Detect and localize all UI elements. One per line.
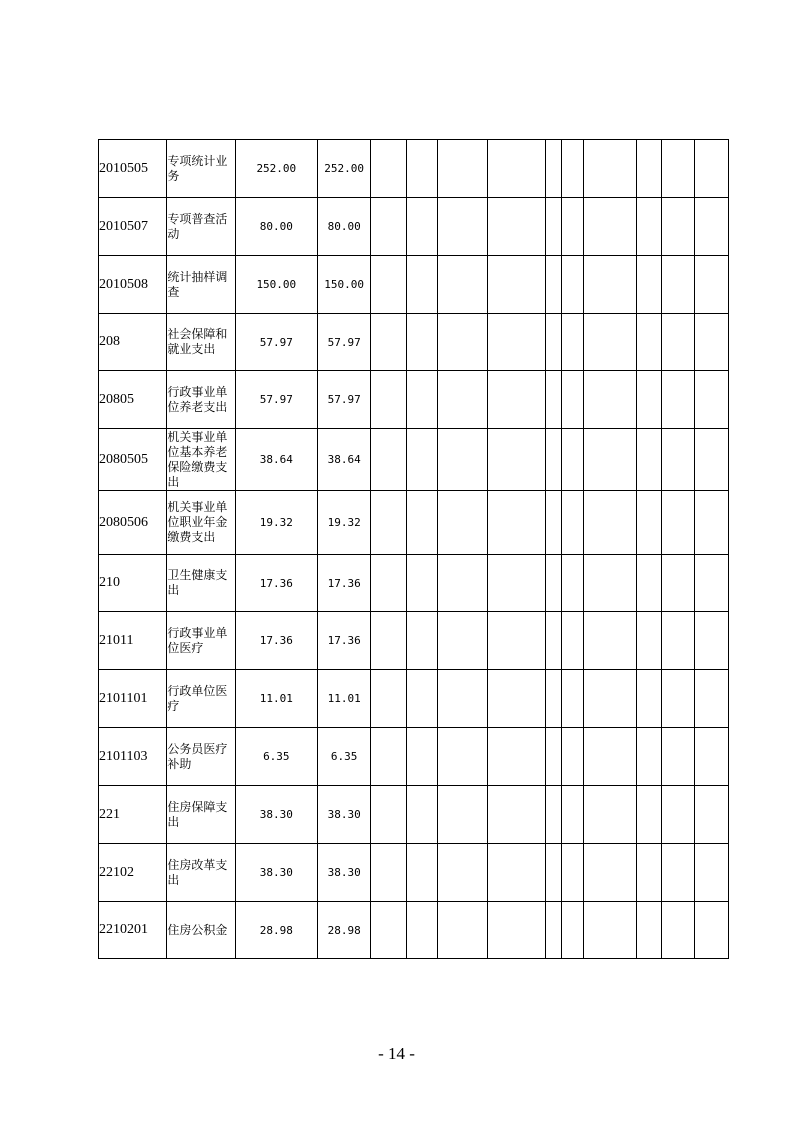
empty-cell [437, 844, 487, 902]
total-amount-cell: 17.36 [235, 612, 317, 670]
empty-cell [546, 140, 562, 198]
empty-cell [437, 491, 487, 555]
budget-table [98, 139, 729, 959]
empty-cell [371, 555, 407, 612]
table-row [99, 198, 729, 256]
empty-cell [407, 612, 437, 670]
basic-amount-cell: 57.97 [318, 371, 371, 429]
empty-cell [437, 902, 487, 959]
empty-cell [584, 612, 637, 670]
empty-cell [562, 728, 584, 786]
empty-cell [562, 786, 584, 844]
empty-cell [584, 555, 637, 612]
empty-cell [487, 728, 545, 786]
empty-cell [487, 786, 545, 844]
empty-cell [694, 844, 728, 902]
empty-cell [487, 314, 545, 371]
empty-cell [546, 612, 562, 670]
table-row [99, 902, 729, 959]
total-amount-cell: 6.35 [235, 728, 317, 786]
empty-cell [637, 902, 661, 959]
total-amount-cell: 11.01 [235, 670, 317, 728]
empty-cell [661, 670, 694, 728]
subject-name-cell: 行政事业单位医疗 [167, 612, 235, 670]
subject-name-cell: 机关事业单位职业年金缴费支出 [167, 491, 235, 555]
empty-cell [437, 555, 487, 612]
subject-code-cell: 208 [99, 314, 167, 371]
subject-name-cell: 社会保障和就业支出 [167, 314, 235, 371]
empty-cell [546, 670, 562, 728]
empty-cell [546, 429, 562, 491]
subject-name-cell: 住房改革支出 [167, 844, 235, 902]
empty-cell [546, 728, 562, 786]
total-amount-cell: 38.64 [235, 429, 317, 491]
basic-amount-cell: 38.64 [318, 429, 371, 491]
empty-cell [562, 371, 584, 429]
subject-code-cell: 2080506 [99, 491, 167, 555]
subject-code-cell: 22102 [99, 844, 167, 902]
empty-cell [661, 728, 694, 786]
empty-cell [562, 670, 584, 728]
subject-name-cell: 住房公积金 [167, 902, 235, 959]
empty-cell [562, 844, 584, 902]
empty-cell [661, 786, 694, 844]
empty-cell [371, 314, 407, 371]
total-amount-cell: 57.97 [235, 371, 317, 429]
empty-cell [562, 198, 584, 256]
empty-cell [487, 612, 545, 670]
empty-cell [487, 140, 545, 198]
empty-cell [371, 844, 407, 902]
subject-code-cell: 21011 [99, 612, 167, 670]
empty-cell [694, 555, 728, 612]
empty-cell [661, 491, 694, 555]
empty-cell [694, 670, 728, 728]
empty-cell [546, 491, 562, 555]
empty-cell [584, 314, 637, 371]
total-amount-cell: 57.97 [235, 314, 317, 371]
empty-cell [637, 612, 661, 670]
empty-cell [546, 786, 562, 844]
empty-cell [584, 429, 637, 491]
empty-cell [562, 902, 584, 959]
empty-cell [407, 670, 437, 728]
empty-cell [694, 314, 728, 371]
empty-cell [371, 371, 407, 429]
empty-cell [371, 256, 407, 314]
table-row [99, 786, 729, 844]
empty-cell [584, 902, 637, 959]
table-row [99, 256, 729, 314]
empty-cell [546, 314, 562, 371]
empty-cell [694, 198, 728, 256]
page-number: - 14 - [378, 1044, 415, 1063]
empty-cell [437, 198, 487, 256]
empty-cell [562, 555, 584, 612]
empty-cell [407, 371, 437, 429]
empty-cell [546, 902, 562, 959]
empty-cell [694, 491, 728, 555]
empty-cell [407, 314, 437, 371]
empty-cell [584, 491, 637, 555]
subject-name-cell: 公务员医疗补助 [167, 728, 235, 786]
subject-code-cell: 2080505 [99, 429, 167, 491]
table-row [99, 555, 729, 612]
empty-cell [407, 198, 437, 256]
subject-name-cell: 行政事业单位养老支出 [167, 371, 235, 429]
empty-cell [371, 902, 407, 959]
empty-cell [637, 314, 661, 371]
subject-name-cell: 专项普查活动 [167, 198, 235, 256]
empty-cell [437, 371, 487, 429]
subject-code-cell: 2010505 [99, 140, 167, 198]
empty-cell [637, 491, 661, 555]
subject-code-cell: 2210201 [99, 902, 167, 959]
empty-cell [694, 429, 728, 491]
basic-amount-cell: 252.00 [318, 140, 371, 198]
table-row [99, 371, 729, 429]
empty-cell [437, 670, 487, 728]
empty-cell [371, 429, 407, 491]
empty-cell [584, 728, 637, 786]
empty-cell [694, 371, 728, 429]
total-amount-cell: 28.98 [235, 902, 317, 959]
empty-cell [661, 902, 694, 959]
empty-cell [407, 491, 437, 555]
subject-name-cell: 卫生健康支出 [167, 555, 235, 612]
empty-cell [637, 256, 661, 314]
table-row [99, 314, 729, 371]
subject-name-cell: 统计抽样调查 [167, 256, 235, 314]
empty-cell [694, 728, 728, 786]
empty-cell [546, 198, 562, 256]
empty-cell [694, 140, 728, 198]
empty-cell [371, 491, 407, 555]
subject-code-cell: 2101101 [99, 670, 167, 728]
empty-cell [694, 902, 728, 959]
empty-cell [661, 314, 694, 371]
empty-cell [407, 140, 437, 198]
basic-amount-cell: 19.32 [318, 491, 371, 555]
empty-cell [661, 555, 694, 612]
basic-amount-cell: 38.30 [318, 844, 371, 902]
empty-cell [437, 728, 487, 786]
table-body [99, 140, 729, 959]
empty-cell [694, 256, 728, 314]
basic-amount-cell: 150.00 [318, 256, 371, 314]
empty-cell [637, 728, 661, 786]
empty-cell [437, 314, 487, 371]
empty-cell [487, 844, 545, 902]
total-amount-cell: 80.00 [235, 198, 317, 256]
empty-cell [661, 371, 694, 429]
empty-cell [487, 902, 545, 959]
empty-cell [584, 198, 637, 256]
subject-code-cell: 210 [99, 555, 167, 612]
basic-amount-cell: 6.35 [318, 728, 371, 786]
table-row [99, 429, 729, 491]
empty-cell [437, 612, 487, 670]
subject-code-cell: 2101103 [99, 728, 167, 786]
empty-cell [487, 670, 545, 728]
empty-cell [407, 844, 437, 902]
empty-cell [371, 728, 407, 786]
empty-cell [637, 844, 661, 902]
empty-cell [487, 371, 545, 429]
empty-cell [407, 728, 437, 786]
empty-cell [637, 555, 661, 612]
empty-cell [546, 555, 562, 612]
total-amount-cell: 252.00 [235, 140, 317, 198]
empty-cell [371, 140, 407, 198]
table-row [99, 612, 729, 670]
subject-name-cell: 住房保障支出 [167, 786, 235, 844]
table-row [99, 844, 729, 902]
empty-cell [661, 198, 694, 256]
empty-cell [637, 371, 661, 429]
empty-cell [661, 844, 694, 902]
subject-code-cell: 20805 [99, 371, 167, 429]
empty-cell [562, 314, 584, 371]
empty-cell [584, 844, 637, 902]
basic-amount-cell: 38.30 [318, 786, 371, 844]
empty-cell [437, 256, 487, 314]
empty-cell [546, 256, 562, 314]
empty-cell [546, 371, 562, 429]
empty-cell [637, 670, 661, 728]
empty-cell [661, 140, 694, 198]
empty-cell [637, 140, 661, 198]
total-amount-cell: 19.32 [235, 491, 317, 555]
empty-cell [637, 429, 661, 491]
empty-cell [371, 786, 407, 844]
empty-cell [407, 786, 437, 844]
subject-code-cell: 2010507 [99, 198, 167, 256]
empty-cell [487, 429, 545, 491]
total-amount-cell: 38.30 [235, 786, 317, 844]
table-row [99, 140, 729, 198]
basic-amount-cell: 17.36 [318, 555, 371, 612]
empty-cell [407, 902, 437, 959]
subject-name-cell: 机关事业单位基本养老保险缴费支出 [167, 429, 235, 491]
empty-cell [584, 371, 637, 429]
table-row [99, 491, 729, 555]
empty-cell [694, 612, 728, 670]
subject-name-cell: 专项统计业务 [167, 140, 235, 198]
total-amount-cell: 38.30 [235, 844, 317, 902]
empty-cell [437, 140, 487, 198]
empty-cell [637, 198, 661, 256]
subject-code-cell: 221 [99, 786, 167, 844]
empty-cell [661, 429, 694, 491]
basic-amount-cell: 80.00 [318, 198, 371, 256]
empty-cell [562, 140, 584, 198]
empty-cell [371, 198, 407, 256]
table-row [99, 728, 729, 786]
empty-cell [487, 198, 545, 256]
empty-cell [661, 612, 694, 670]
empty-cell [562, 612, 584, 670]
empty-cell [546, 844, 562, 902]
empty-cell [637, 786, 661, 844]
empty-cell [487, 256, 545, 314]
subject-name-cell: 行政单位医疗 [167, 670, 235, 728]
empty-cell [407, 429, 437, 491]
total-amount-cell: 150.00 [235, 256, 317, 314]
empty-cell [437, 429, 487, 491]
basic-amount-cell: 11.01 [318, 670, 371, 728]
empty-cell [371, 612, 407, 670]
table-row [99, 670, 729, 728]
empty-cell [437, 786, 487, 844]
empty-cell [487, 491, 545, 555]
empty-cell [661, 256, 694, 314]
empty-cell [584, 140, 637, 198]
empty-cell [562, 256, 584, 314]
subject-code-cell: 2010508 [99, 256, 167, 314]
empty-cell [371, 670, 407, 728]
basic-amount-cell: 57.97 [318, 314, 371, 371]
empty-cell [487, 555, 545, 612]
empty-cell [407, 555, 437, 612]
empty-cell [584, 670, 637, 728]
total-amount-cell: 17.36 [235, 555, 317, 612]
empty-cell [694, 786, 728, 844]
empty-cell [407, 256, 437, 314]
empty-cell [562, 429, 584, 491]
empty-cell [584, 256, 637, 314]
basic-amount-cell: 17.36 [318, 612, 371, 670]
empty-cell [584, 786, 637, 844]
basic-amount-cell: 28.98 [318, 902, 371, 959]
empty-cell [562, 491, 584, 555]
